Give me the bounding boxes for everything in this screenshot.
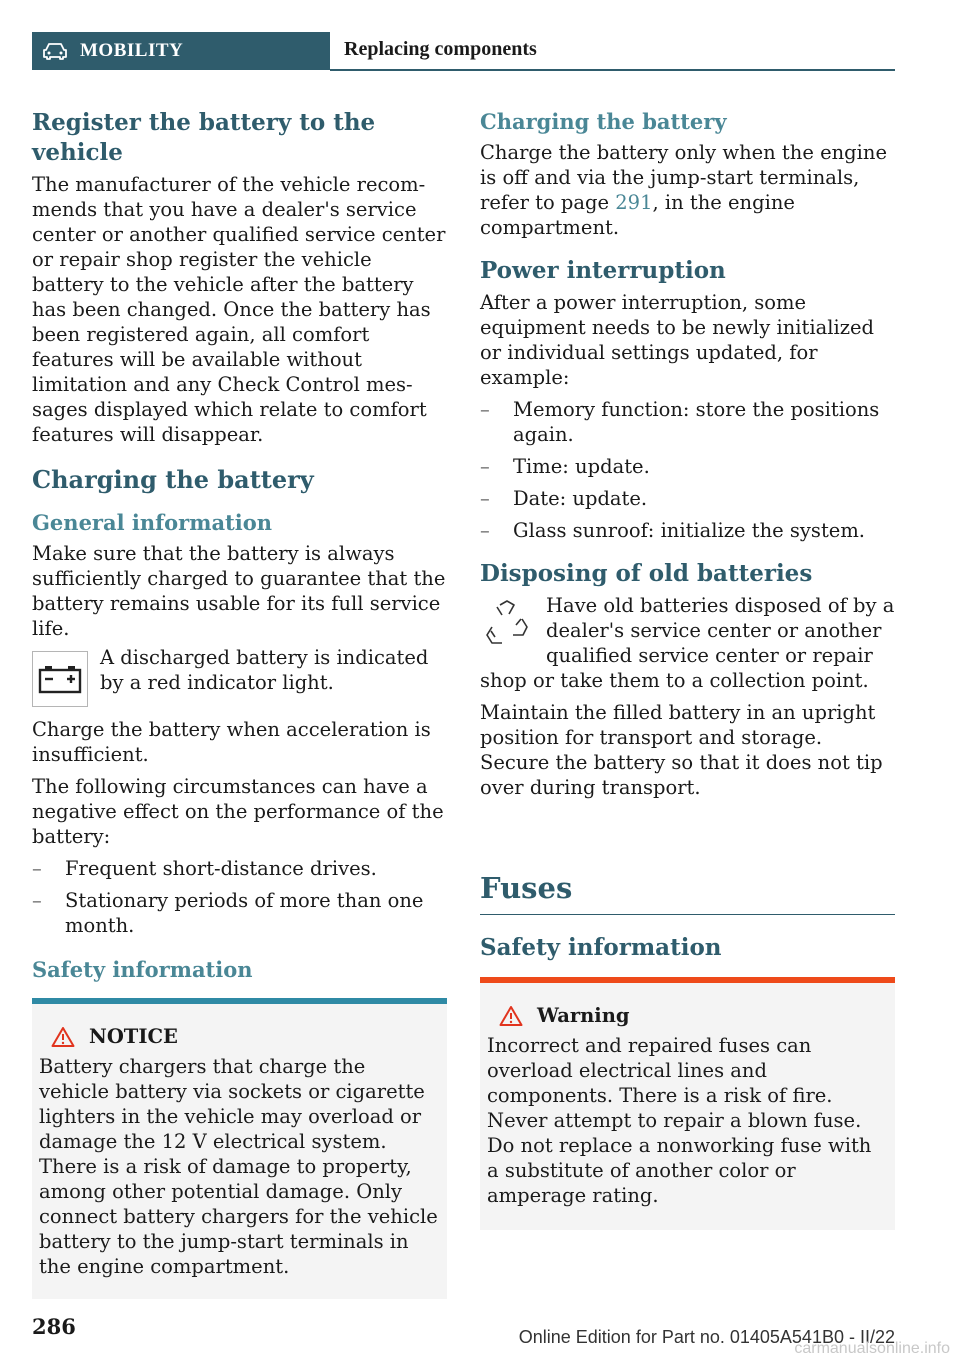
charging-text-part: , in the engine compartment.	[480, 191, 795, 239]
fuses-safety-heading: Safety information	[480, 934, 722, 961]
power-list	[480, 397, 895, 543]
register-heading: Register the battery to the vehicle	[32, 109, 376, 166]
warning-title: Warning	[537, 1004, 630, 1027]
charging-subheading: Charging the battery	[480, 109, 727, 134]
register-text: The manufacturer of the vehicle recommends that you have a dealer's service center or another qualified service center or repair shop register the vehicle battery to the vehicle after the battery has been changed. Once the battery has been registered again, all comfort features will be available without limitation and any Check Control messages displayed which relate to comfort features will disappear.	[32, 173, 446, 446]
left-column	[32, 108, 447, 1299]
general-info-text: Make sure that the battery is always sufficiently charged to guarantee that the battery remains usable for its full service life.	[32, 542, 446, 640]
list-item: – Glass sunroof: initialize the system.	[480, 518, 895, 543]
indicator-row	[32, 646, 447, 707]
maintain-text: Maintain the filled battery in an upright position for transport and storage. Secure the battery so that it does not tip over during transport.	[480, 701, 883, 799]
circumstances-text: The following circumstances can have a negative effect on the performance of the battery:	[32, 775, 444, 848]
notice-title: NOTICE	[89, 1025, 178, 1048]
list-item: – Frequent short-distance drives.	[32, 856, 447, 881]
fuses-divider	[480, 914, 895, 915]
section-label: MOBILITY	[80, 40, 184, 61]
charging-text-part: Charge the battery only when the engine is off and via the jump-start terminals, refer to page	[480, 141, 887, 214]
edition-footer: Online Edition for Part no. 01405A541B0 - II/22	[518, 1327, 895, 1347]
disposing-text: Have old batteries disposed of by a dealer's service center or another qualified service center or repair shop or take them to a collection point.	[480, 597, 895, 692]
page-number: 286	[32, 1314, 76, 1339]
page-link[interactable]: 291	[615, 191, 653, 214]
recycle-icon	[480, 597, 534, 651]
power-heading: Power interruption	[480, 257, 726, 284]
warning-box	[480, 977, 895, 1230]
section-tab	[32, 32, 330, 70]
charging-text	[480, 140, 895, 240]
indicator-text: A discharged battery is indicated by a red indicator light.	[100, 646, 429, 694]
list-item: – Memory function: store the positions again.	[480, 397, 895, 447]
warning-text: Incorrect and repaired fuses can overload electrical lines and components. There is a risk of fire. Never attempt to repair a blown fuse. Do not replace a nonworking fuse with a substitute of another color or amperage rating.	[487, 1034, 872, 1207]
notice-text: Battery chargers that charge the vehicle battery via sockets or cigarette lighters in the vehicle may overload or damage the 12 V electrical system. There is a risk of damage to property, among other potential damage. Only connect battery chargers for the vehicle battery to the jump-start terminals in the engine compartment.	[39, 1055, 438, 1278]
notice-box	[32, 998, 447, 1299]
page-title: Replacing components	[344, 38, 537, 60]
disposing-heading: Disposing of old batteries	[480, 560, 813, 587]
charge-text: Charge the battery when acceleration is insufficient.	[32, 718, 431, 766]
list-item: – Date: update.	[480, 486, 895, 511]
car-icon	[42, 42, 68, 60]
charging-heading: Charging the battery	[32, 465, 314, 494]
watermark: carmanualsonline.info	[794, 1340, 950, 1357]
list-item: – Stationary periods of more than one month.	[32, 888, 447, 938]
warning-triangle-icon	[499, 1005, 523, 1027]
list-item: – Time: update.	[480, 454, 895, 479]
disposing-block	[480, 597, 895, 700]
header-divider	[330, 69, 895, 71]
power-text: After a power interruption, some equipment needs to be newly initialized or individual settings updated, for example:	[480, 291, 874, 389]
battery-indicator-icon	[32, 651, 88, 707]
right-column	[480, 108, 895, 1230]
warning-title-row	[487, 1003, 888, 1028]
notice-title-row	[39, 1024, 440, 1049]
circumstances-list	[32, 856, 447, 938]
warning-triangle-icon	[51, 1026, 75, 1048]
fuses-heading: Fuses	[480, 871, 573, 905]
safety-heading: Safety information	[32, 957, 253, 982]
general-info-heading: General information	[32, 510, 273, 535]
